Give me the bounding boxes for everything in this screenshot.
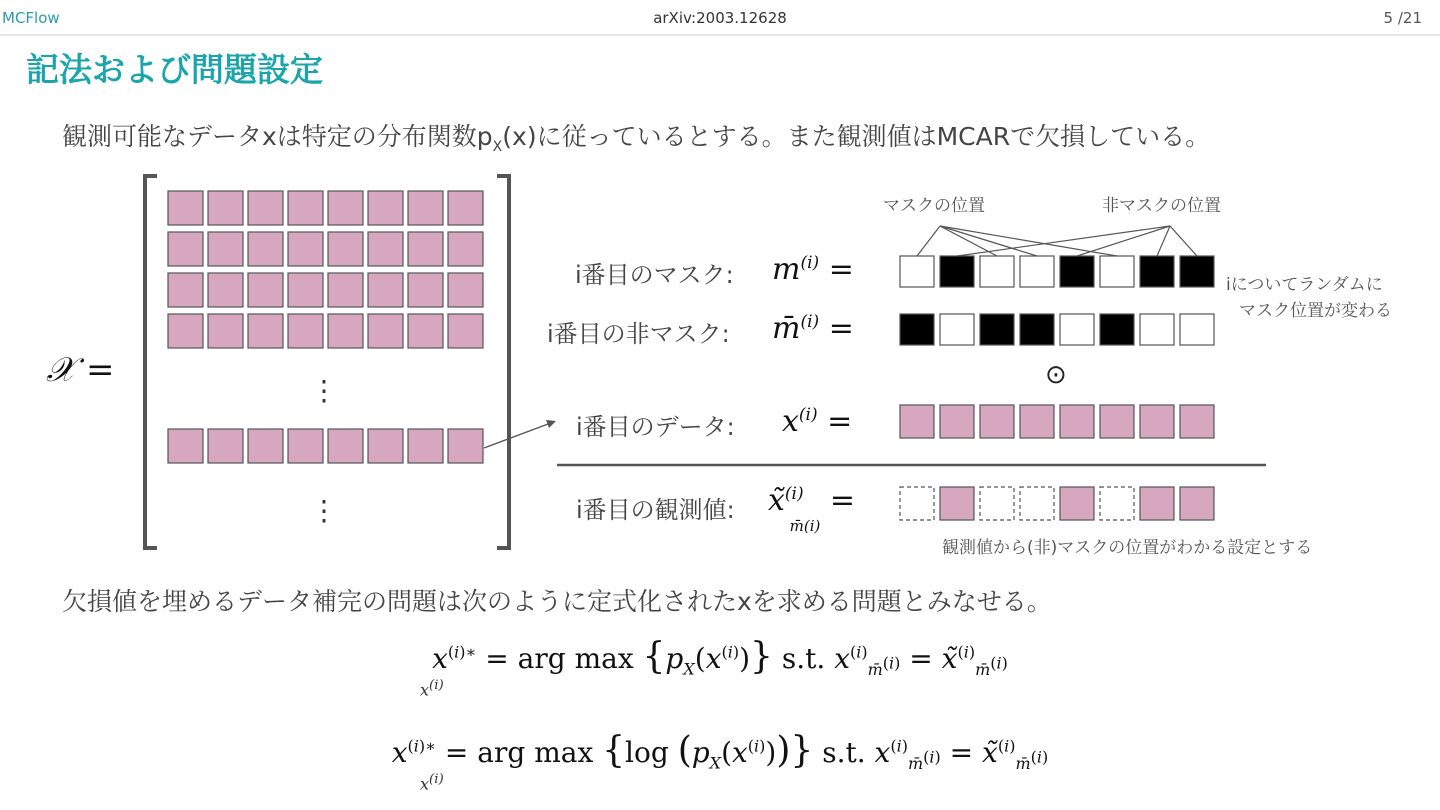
data-arrow (484, 424, 548, 448)
matrix-cell (408, 191, 443, 225)
header-center-label: arXiv:2003.12628 (653, 9, 787, 27)
matrix-cell (368, 191, 403, 225)
mask-row-label: i番目のマスク: (575, 261, 734, 289)
matrix-cell (448, 314, 483, 348)
matrix-vdots-2: ⋮ (310, 494, 338, 527)
matrix-cell (288, 314, 323, 348)
mask-cell (940, 256, 974, 287)
data-cell (1020, 405, 1054, 438)
matrix-cell (288, 232, 323, 266)
matrix-cell (328, 191, 363, 225)
random-note-line1: iについてランダムに (1226, 275, 1383, 295)
nonmask-cell (1100, 314, 1134, 345)
data-math: $x^{(i)}$ = (782, 404, 853, 439)
matrix-symbol: 𝒳 = (46, 350, 115, 390)
mask-math: $m^{(i)}$ = (772, 252, 854, 287)
matrix-cell (408, 232, 443, 266)
matrix-cell (248, 191, 283, 225)
matrix-cell (208, 429, 243, 463)
matrix-cell (248, 273, 283, 307)
matrix-cell (328, 232, 363, 266)
obs-cell (1140, 487, 1174, 520)
nonmask-cell (1020, 314, 1054, 345)
intro-text: 観測可能なデータxは特定の分布関数$p_X(x)$に従っているとする。また観測値はMCARで欠損している。 (62, 122, 1211, 155)
matrix-cell (288, 273, 323, 307)
matrix-cell (328, 314, 363, 348)
mask-position-label: マスクの位置 (883, 196, 985, 216)
matrix-cells (168, 191, 483, 463)
matrix-right-bracket (497, 176, 509, 548)
equation-argmax: $x^{(i)∗}$ = arg $\max \{p_X(x^{(i)})\}$ s.t. $x^{(i)}_{m̄^{(i)}}$ = x̃$^{(i)}_{m̄^{(i)}}$ (432, 636, 1008, 679)
matrix-cell (368, 273, 403, 307)
mask-cell (1100, 256, 1134, 287)
nonmask-cell (1060, 314, 1094, 345)
data-cell (900, 405, 934, 438)
mask-cell (900, 256, 934, 287)
page-counter: 5 /21 (1383, 9, 1422, 27)
obs-cell (940, 487, 974, 520)
data-cell (1060, 405, 1094, 438)
mask-cell (1180, 256, 1214, 287)
nonmask-position-label: 非マスクの位置 (1102, 196, 1221, 216)
matrix-cell (248, 232, 283, 266)
data-cell (980, 405, 1014, 438)
matrix-cell (328, 429, 363, 463)
nonmask-math: m̄$^{(i)}$ = (772, 311, 854, 346)
obs-missing-cell (1020, 487, 1054, 520)
matrix-cell (408, 314, 443, 348)
matrix-cell (168, 429, 203, 463)
problem-statement: 欠損値を埋めるデータ補完の問題は次のように定式化されたxを求める問題とみなせる。 (62, 587, 1052, 616)
observation-note: 観測値から(非)マスクの位置がわかる設定とする (942, 538, 1313, 558)
mask-cell (1060, 256, 1094, 287)
matrix-cell (408, 273, 443, 307)
matrix-cell (368, 232, 403, 266)
matrix-cell (208, 273, 243, 307)
obs-missing-cell (900, 487, 934, 520)
random-note-line2: マスク位置が変わる (1239, 301, 1392, 321)
matrix-cell (248, 429, 283, 463)
matrix-cell (448, 273, 483, 307)
hadamard-symbol: ⊙ (1045, 360, 1067, 390)
matrix-cell (288, 429, 323, 463)
data-cell (1180, 405, 1214, 438)
nonmask-cell (980, 314, 1014, 345)
matrix-cell (448, 191, 483, 225)
equation-log-argmax: $x^{(i)∗}$ = arg max {log $(p_X(x^{(i)}))$} s.t. $x^{(i)}_{m̄^{(i)}}$ = x̃$^{(i)}_{m̄^{(i)}}$ (391, 730, 1049, 773)
obs-row-label: i番目の観測値: (576, 496, 735, 524)
data-cell (1140, 405, 1174, 438)
nonmask-cell (900, 314, 934, 345)
obs-missing-cell (980, 487, 1014, 520)
header-left-label: MCFlow (2, 9, 60, 27)
matrix-cell (248, 314, 283, 348)
matrix-vdots-1: ⋮ (310, 374, 338, 407)
matrix-cell (168, 232, 203, 266)
nonmask-cell (940, 314, 974, 345)
nonmask-cell (1140, 314, 1174, 345)
obs-cell (1060, 487, 1094, 520)
argmax-sub-1: $x^{(i)}$ (420, 678, 444, 700)
matrix-cell (368, 429, 403, 463)
matrix-cell (368, 314, 403, 348)
obs-cell (1180, 487, 1214, 520)
data-cell (940, 405, 974, 438)
matrix-cell (168, 273, 203, 307)
obs-math: x̃$^{(i)}_{m̄(i)}$ = (768, 483, 856, 535)
matrix-cell (328, 273, 363, 307)
matrix-cell (208, 314, 243, 348)
data-cell (1100, 405, 1134, 438)
matrix-cell (288, 191, 323, 225)
nonmask-cell (1180, 314, 1214, 345)
slide-title: 記法および問題設定 (26, 50, 323, 89)
matrix-cell (208, 232, 243, 266)
matrix-cell (448, 232, 483, 266)
matrix-left-bracket (145, 176, 157, 548)
nonmask-row-label: i番目の非マスク: (547, 320, 730, 348)
mask-cell (1140, 256, 1174, 287)
mask-cell (1020, 256, 1054, 287)
matrix-cell (448, 429, 483, 463)
matrix-cell (208, 191, 243, 225)
matrix-cell (168, 314, 203, 348)
argmax-sub-2: $x^{(i)}$ (420, 772, 444, 794)
data-row-label: i番目のデータ: (576, 413, 735, 441)
matrix-cell (408, 429, 443, 463)
data-arrow-head (546, 420, 556, 428)
mask-connectors (917, 226, 1197, 256)
matrix-cell (168, 191, 203, 225)
obs-missing-cell (1100, 487, 1134, 520)
mask-cell (980, 256, 1014, 287)
